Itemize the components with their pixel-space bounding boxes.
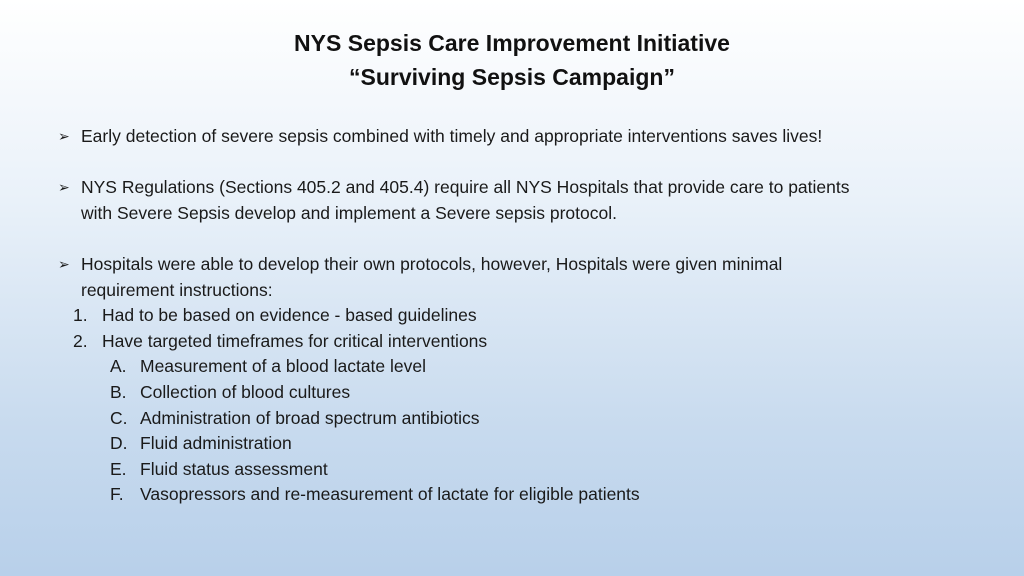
bullet-text-line2: with Severe Sepsis develop and implement a Severe sepsis protocol. [81, 202, 617, 223]
slide-title-line2: “Surviving Sepsis Campaign” [349, 64, 675, 90]
list-item [58, 303, 988, 329]
list-text: Measurement of a blood lactate level [140, 356, 426, 377]
list-item [58, 380, 988, 406]
list-text: Collection of blood cultures [140, 381, 351, 402]
list-item [58, 457, 988, 483]
bullet-text-line2: requirement instructions: [81, 279, 273, 300]
bullet-item [58, 252, 988, 303]
list-letter: A. [110, 356, 127, 377]
list-letter: C. [110, 407, 128, 428]
arrow-bullet-icon: ➢ [58, 255, 70, 272]
list-text: Fluid administration [140, 433, 292, 454]
list-item [58, 482, 988, 508]
bullet-text-line1: Hospitals were able to develop their own protocols, however, Hospitals were given minimal [81, 253, 783, 274]
list-letter: F. [110, 484, 124, 505]
list-text: Administration of broad spectrum antibiotics [140, 407, 480, 428]
requirements-list [58, 303, 988, 354]
bullet-list [58, 124, 988, 508]
list-number: 1. [73, 305, 88, 326]
slide-title [0, 26, 1024, 94]
list-number: 2. [73, 330, 88, 351]
list-item [58, 354, 988, 380]
list-text: Vasopressors and re-measurement of lactate for eligible patients [140, 484, 640, 505]
bullet-text-line1: NYS Regulations (Sections 405.2 and 405.4) require all NYS Hospitals that provide care to patients [81, 177, 850, 198]
list-item [58, 329, 988, 355]
slide-title-line1: NYS Sepsis Care Improvement Initiative [294, 30, 730, 56]
list-text: Fluid status assessment [140, 458, 328, 479]
interventions-list [58, 354, 988, 508]
list-letter: D. [110, 433, 128, 454]
bullet-item [58, 124, 988, 150]
arrow-bullet-icon: ➢ [58, 179, 70, 196]
list-item [58, 431, 988, 457]
list-letter: B. [110, 381, 127, 402]
arrow-bullet-icon: ➢ [58, 128, 70, 144]
list-letter: E. [110, 458, 127, 479]
list-text: Have targeted timeframes for critical interventions [102, 330, 488, 351]
bullet-item [58, 175, 988, 226]
list-item [58, 406, 988, 432]
list-text: Had to be based on evidence - based guidelines [102, 305, 477, 326]
bullet-text: Early detection of severe sepsis combined with timely and appropriate interventions saves lives! [81, 126, 823, 146]
